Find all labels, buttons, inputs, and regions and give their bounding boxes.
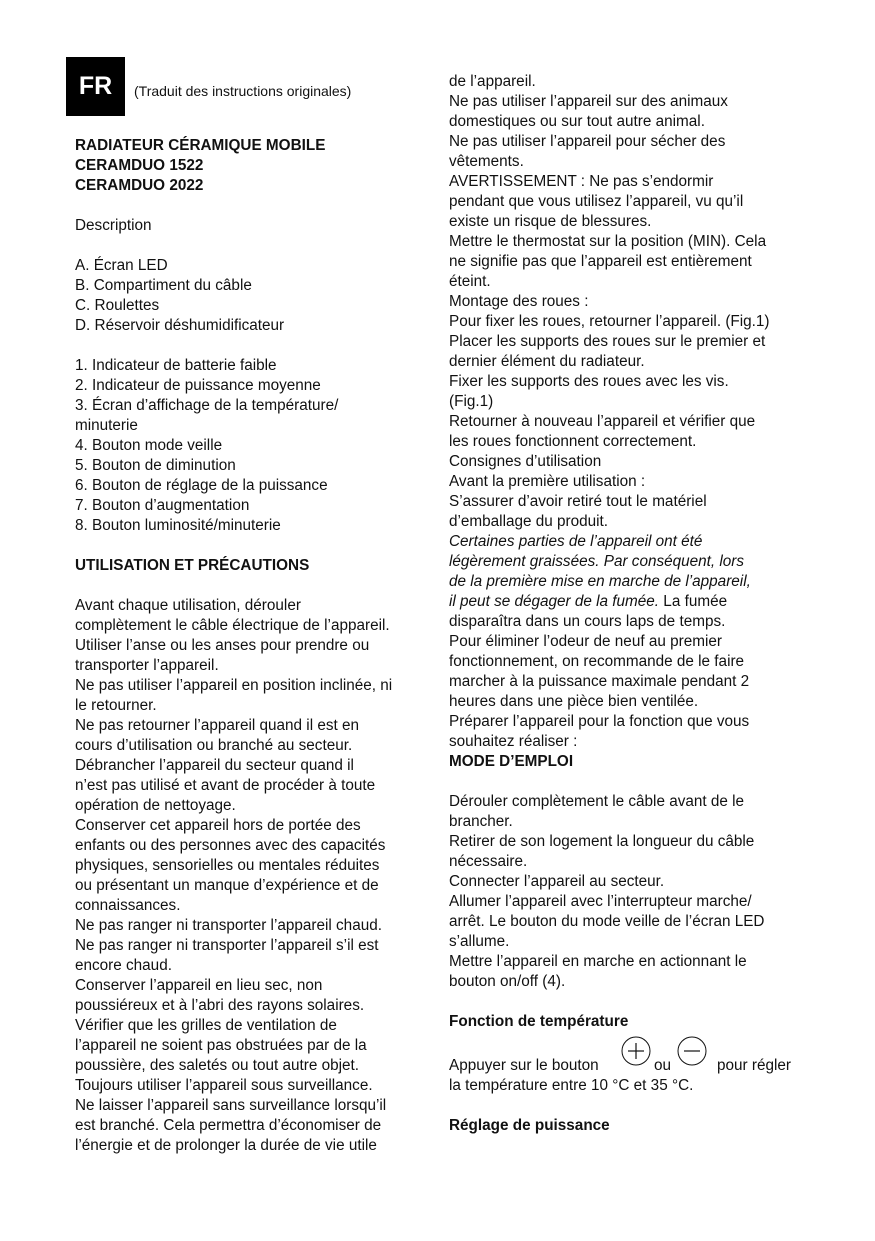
body-line: Mettre le thermostat sur la position (MIN). Cela (449, 233, 767, 250)
controls-list-item: 3. Écran d’affichage de la température/ (75, 397, 339, 414)
parts-list-item: A. Écran LED (75, 257, 168, 274)
body-line: S’assurer d’avoir retiré tout le matériel (449, 493, 707, 510)
italic-line: de la première mise en marche de l’appareil, (449, 573, 751, 590)
controls-list-item: 4. Bouton mode veille (75, 437, 223, 454)
body-line: Fixer les supports des roues avec les vis. (449, 373, 729, 390)
controls-list-item: minuterie (75, 417, 138, 434)
body-line: Ne pas utiliser l’appareil sur des animaux (449, 93, 728, 110)
body-line: Conserver l’appareil en lieu sec, non (75, 977, 323, 994)
controls-list-item: 7. Bouton d’augmentation (75, 497, 250, 514)
body-line: encore chaud. (75, 957, 172, 974)
body-line: Ne pas utiliser l’appareil pour sécher des (449, 133, 726, 150)
left-column (75, 136, 435, 1156)
body-line: bouton on/off (4). (449, 973, 566, 990)
body-line: Ne pas retourner l’appareil quand il est en (75, 717, 360, 734)
body-line: enfants ou des personnes avec des capacités (75, 837, 386, 854)
body-line: Ne laisser l’appareil sans surveillance lorsqu’il (75, 1097, 387, 1114)
section-heading: UTILISATION ET PRÉCAUTIONS (75, 557, 310, 574)
minus-circle-icon (677, 1036, 707, 1066)
body-line: Toujours utiliser l’appareil sous surveillance. (75, 1077, 373, 1094)
body-line: domestiques ou sur tout autre animal. (449, 113, 705, 130)
controls-list-item: 5. Bouton de diminution (75, 457, 236, 474)
power-heading: Réglage de puissance (449, 1117, 610, 1134)
language-badge: FR (66, 57, 125, 116)
right-column (449, 72, 819, 1136)
temperature-text-b: ou (654, 1057, 672, 1074)
controls-list-item: 2. Indicateur de puissance moyenne (75, 377, 321, 394)
temperature-heading: Fonction de température (449, 1013, 629, 1030)
controls-list-item: 8. Bouton luminosité/minuterie (75, 517, 281, 534)
body-line: Avant chaque utilisation, dérouler (75, 597, 301, 614)
body-line: la température entre 10 °C et 35 °C. (449, 1077, 694, 1094)
body-line: Retirer de son logement la longueur du câble (449, 833, 755, 850)
body-line: cours d’utilisation ou branché au secteur. (75, 737, 353, 754)
body-line: l’appareil ne soient pas obstruées par de la (75, 1037, 367, 1054)
translation-note: (Traduit des instructions originales) (134, 83, 352, 99)
body-line: (Fig.1) (449, 393, 494, 410)
body-line: est branché. Cela permettra d’économiser de (75, 1117, 382, 1134)
body-line: heures dans une pièce bien ventilée. (449, 693, 699, 710)
body-line: de l’appareil. (449, 73, 536, 90)
body-line: Ne pas ranger ni transporter l’appareil chaud. (75, 917, 382, 934)
body-line: complètement le câble électrique de l’appareil. (75, 617, 390, 634)
plus-circle-icon (621, 1036, 651, 1066)
body-line: les roues fonctionnent correctement. (449, 433, 697, 450)
body-line: Conserver cet appareil hors de portée des (75, 817, 361, 834)
temperature-text-c: pour régler (717, 1057, 791, 1074)
description-heading: Description (75, 217, 152, 234)
body-line: nécessaire. (449, 853, 528, 870)
parts-list-item: D. Réservoir déshumidificateur (75, 317, 285, 334)
body-line: Montage des roues : (449, 293, 589, 310)
italic-line: légèrement graissées. Par conséquent, lors (449, 553, 745, 570)
body-line: Mettre l’appareil en marche en actionnant le (449, 953, 747, 970)
body-line: Avant la première utilisation : (449, 473, 646, 490)
body-line: disparaîtra dans un cours laps de temps. (449, 613, 726, 630)
body-line: souhaitez réaliser : (449, 733, 578, 750)
body-line: s’allume. (449, 933, 510, 950)
product-model: CERAMDUO 1522 (75, 157, 204, 174)
body-line: arrêt. Le bouton du mode veille de l’écran LED (449, 913, 765, 930)
body-line: existe un risque de blessures. (449, 213, 652, 230)
body-line: Débrancher l’appareil du secteur quand il (75, 757, 354, 774)
body-line: éteint. (449, 273, 491, 290)
mode-heading: MODE D’EMPLOI (449, 753, 574, 770)
body-line: fonctionnement, on recommande de le faire (449, 653, 745, 670)
body-line: connaissances. (75, 897, 181, 914)
body-line: poussière, des saletés ou tout autre objet. (75, 1057, 360, 1074)
body-line: Vérifier que les grilles de ventilation de (75, 1017, 337, 1034)
mixed-line (449, 592, 819, 612)
body-line: ou présentant un manque d’expérience et de (75, 877, 379, 894)
body-line: Préparer l’appareil pour la fonction que vous (449, 713, 750, 730)
parts-list-item: B. Compartiment du câble (75, 277, 252, 294)
parts-list-item: C. Roulettes (75, 297, 160, 314)
product-title: RADIATEUR CÉRAMIQUE MOBILE (75, 137, 326, 154)
body-line: pendant que vous utilisez l’appareil, vu qu’il (449, 193, 744, 210)
italic-line: Certaines parties de l’appareil ont été (449, 533, 703, 550)
body-line: transporter l’appareil. (75, 657, 219, 674)
controls-list-item: 1. Indicateur de batterie faible (75, 357, 277, 374)
body-line: Connecter l’appareil au secteur. (449, 873, 665, 890)
body-line: AVERTISSEMENT : Ne pas s’endormir (449, 173, 714, 190)
body-fragment: La fumée (659, 593, 728, 610)
body-line: le retourner. (75, 697, 157, 714)
body-line: d’emballage du produit. (449, 513, 609, 530)
body-line: physiques, sensorielles ou mentales réduites (75, 857, 380, 874)
body-line: Pour fixer les roues, retourner l’appareil. (Fig.1) (449, 313, 770, 330)
italic-line: il peut se dégager de la fumée. (449, 593, 660, 610)
body-line: opération de nettoyage. (75, 797, 236, 814)
body-line: ne signifie pas que l’appareil est entièrement (449, 253, 752, 270)
body-line: n’est pas utilisé et avant de procéder à toute (75, 777, 376, 794)
body-line: Utiliser l’anse ou les anses pour prendre ou (75, 637, 370, 654)
body-line: Consignes d’utilisation (449, 453, 602, 470)
controls-list-item: 6. Bouton de réglage de la puissance (75, 477, 328, 494)
body-line: Ne pas utiliser l’appareil en position inclinée, ni (75, 677, 393, 694)
body-line: dernier élément du radiateur. (449, 353, 645, 370)
body-line: l’énergie et de prolonger la durée de vie utile (75, 1137, 377, 1154)
body-line: Pour éliminer l’odeur de neuf au premier (449, 633, 722, 650)
body-line: Ne pas ranger ni transporter l’appareil s’il est (75, 937, 379, 954)
product-model: CERAMDUO 2022 (75, 177, 204, 194)
body-line: brancher. (449, 813, 513, 830)
body-line: vêtements. (449, 153, 524, 170)
temperature-text-a: Appuyer sur le bouton (449, 1057, 599, 1074)
body-line: Dérouler complètement le câble avant de le (449, 793, 745, 810)
body-line: Allumer l’appareil avec l’interrupteur marche/ (449, 893, 752, 910)
body-line: marcher à la puissance maximale pendant 2 (449, 673, 750, 690)
body-line: Retourner à nouveau l’appareil et vérifier que (449, 413, 756, 430)
body-line: poussiéreux et à l’abri des rayons solaires. (75, 997, 365, 1014)
body-line: Placer les supports des roues sur le premier et (449, 333, 766, 350)
